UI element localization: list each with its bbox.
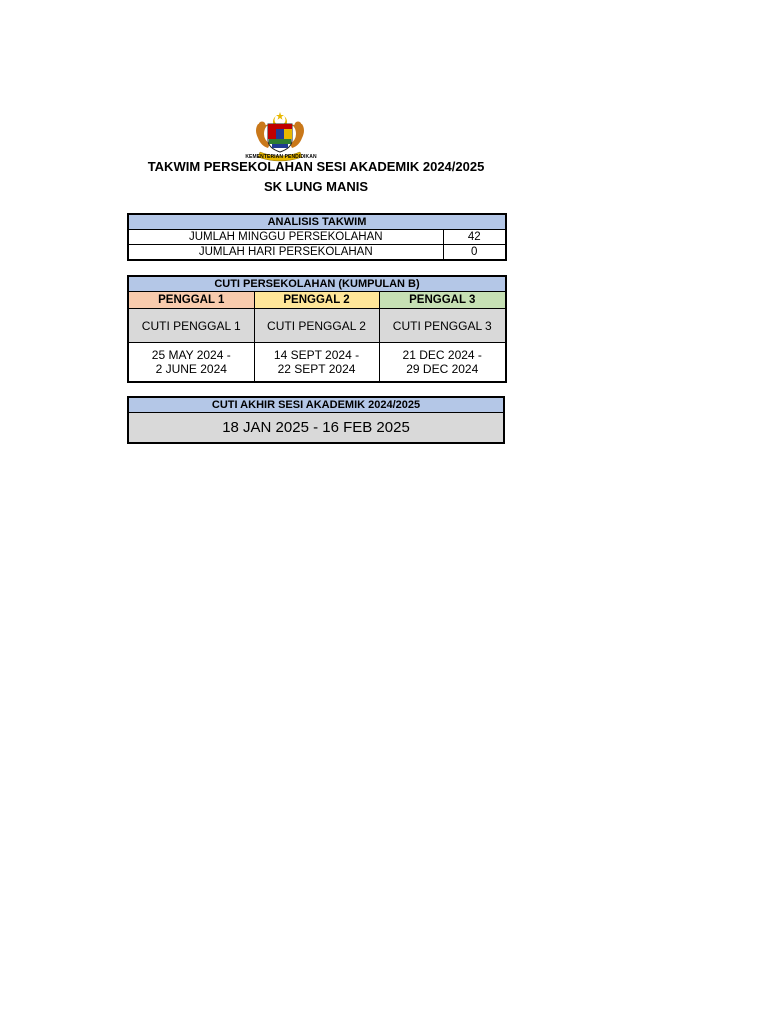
term-dates-2 <box>254 343 379 383</box>
analisis-heading: ANALISIS TAKWIM <box>128 214 506 230</box>
term-name-3: CUTI PENGGAL 3 <box>379 309 506 343</box>
date-start: 21 DEC 2024 - <box>402 348 482 362</box>
row-value: 42 <box>443 230 506 245</box>
term-dates-1 <box>128 343 254 383</box>
cuti-heading: CUTI PERSEKOLAHAN (KUMPULAN B) <box>128 276 506 292</box>
term-label-1: PENGGAL 1 <box>128 292 254 309</box>
row-label: JUMLAH MINGGU PERSEKOLAHAN <box>128 230 443 245</box>
term-dates-3 <box>379 343 506 383</box>
cuti-table <box>127 275 507 383</box>
school-name: SK LUNG MANIS <box>264 179 368 194</box>
date-start: 25 MAY 2024 - <box>151 348 231 362</box>
analisis-table <box>127 213 507 261</box>
date-end: 2 JUNE 2024 <box>155 362 227 376</box>
ministry-label: KEMENTERIAN PENDIDIKAN <box>245 154 317 160</box>
akhir-dates: 18 JAN 2025 - 16 FEB 2025 <box>128 413 504 444</box>
date-end: 22 SEPT 2024 <box>277 362 356 376</box>
term-label-2: PENGGAL 2 <box>254 292 379 309</box>
page-title: TAKWIM PERSEKOLAHAN SESI AKADEMIK 2024/2025 <box>147 159 485 174</box>
term-label-3: PENGGAL 3 <box>379 292 506 309</box>
date-end: 29 DEC 2024 <box>406 362 479 376</box>
row-value: 0 <box>443 245 506 261</box>
table-row <box>128 230 506 245</box>
akhir-heading: CUTI AKHIR SESI AKADEMIK 2024/2025 <box>128 397 504 413</box>
term-name-1: CUTI PENGGAL 1 <box>128 309 254 343</box>
akhir-table <box>127 396 505 444</box>
table-row <box>128 245 506 261</box>
date-start: 14 SEPT 2024 - <box>273 348 360 362</box>
term-name-2: CUTI PENGGAL 2 <box>254 309 379 343</box>
row-label: JUMLAH HARI PERSEKOLAHAN <box>128 245 443 261</box>
